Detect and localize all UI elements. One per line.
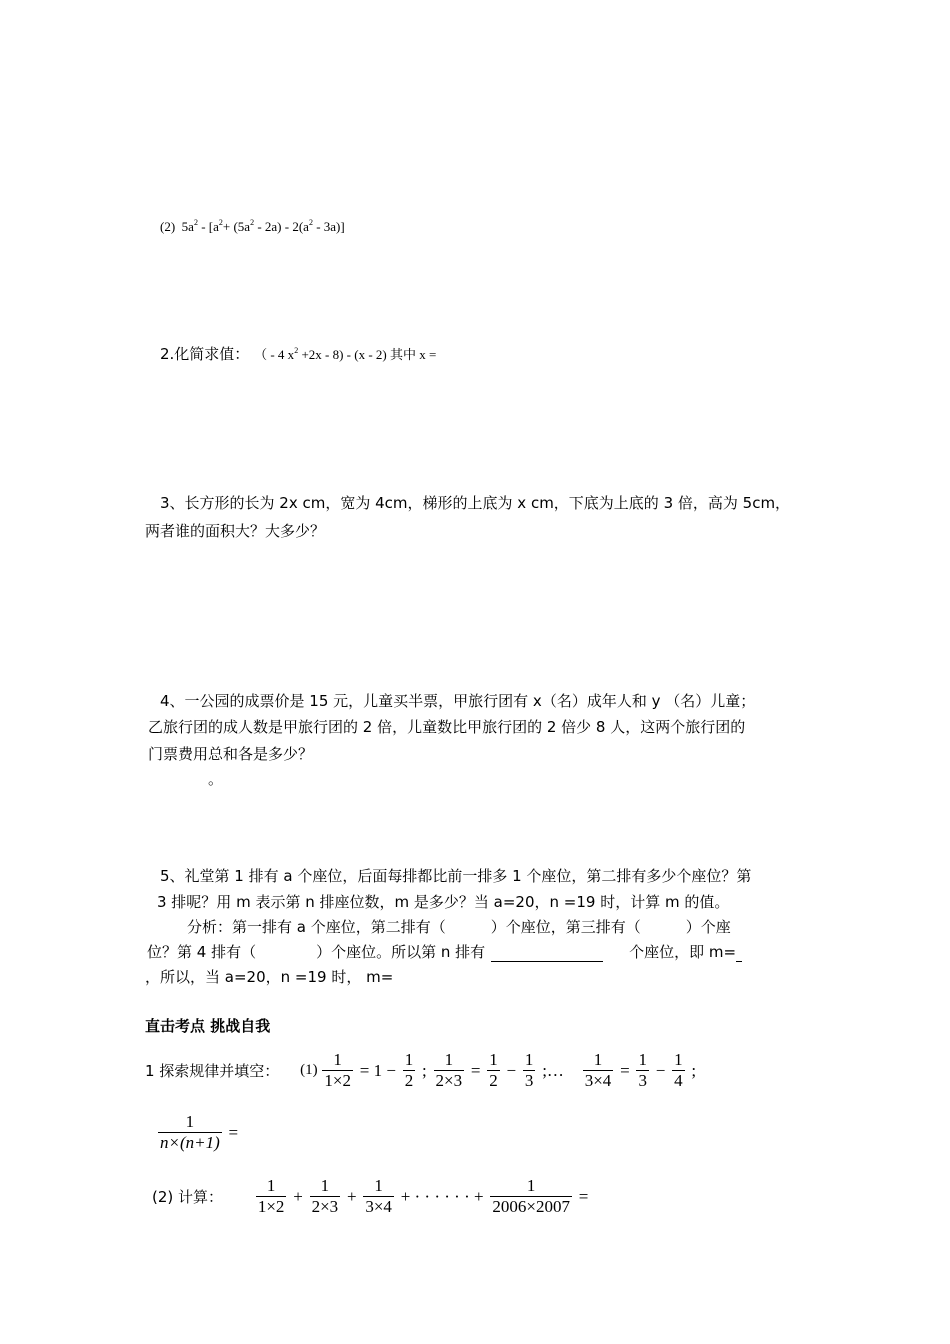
fraction: $\frac{1}{2}$ [404,1050,414,1090]
q3-line-2: 两者谁的面积大？大多少？ [145,522,326,540]
p1-formula-line: 1 探索规律并填空： (1) $\frac{1}{1\times 2}$ = 1 − $\frac{1}{2}$ ; $\frac{1}{2\times 3}$ = $\frac{1}{2}$ − $\frac{1}{3}$ ;… $\frac{1}{3\times 4}$ = $\frac{1}{3}$ − $\frac{1}{4}$ ; [145,1050,697,1090]
q1-part2-expression: (2) $5a^2 - [a^2+ (5a^2 - 2a) - 2(a^2 - 3a)]$ [160,218,345,234]
p2-formula-line: (2) 计算： $\frac{1}{1\times 2}$ + $\frac{1}{2\times 3}$ + $\frac{1}{3\times 4}$ + · · · · · · + $\frac{1}{2006\times 2007}$ = [152,1176,589,1216]
q5-line-1: 5、礼堂第 1 排有 a 个座位，后面每排都比前一排多 1 个座位，第二排有多少个座位？第 [160,867,752,885]
fraction: $\frac{1}{3}$ [524,1050,534,1090]
q5-analysis-line-1: 分析：第一排有 a 个座位，第二排有（ ）个座位，第三排有（ ）个座 [187,918,731,936]
fraction: $\frac{1}{3\times 4}$ [365,1176,392,1216]
p2-label: (2) 计算： [152,1188,224,1206]
fraction: $\frac{1}{n\times(n+1)}$ [160,1112,220,1152]
q4-line-2: 乙旅行团的成人数是甲旅行团的 2 倍，儿童数比甲旅行团的 2 倍少 8 人，这两个旅行团的 [148,718,746,736]
q1-part2-label: (2) [160,219,176,234]
q5-line-2: 3 排呢？用 m 表示第 n 排座位数，m 是多少？当 a=20，n =19 时，计算 m 的值。 [157,893,730,911]
q4-line-4: 。 [208,770,224,788]
q4-line-3: 门票费用总和各是多少？ [148,745,314,763]
fraction: $\frac{1}{2\times 3}$ [435,1050,463,1090]
q4-line-1: 4、一公园的成票价是 15 元，儿童买半票，甲旅行团有 x（名）成年人和 y （名）儿童； [160,692,756,710]
q5-analysis-line-3: ，所以，当 a=20，n =19 时， m= [145,968,394,986]
fraction: $\frac{1}{3}$ [638,1050,647,1090]
fraction: $\frac{1}{4}$ [674,1050,683,1090]
section-title: 直击考点 挑战自我 [145,1017,271,1035]
answer-blank[interactable] [491,943,603,962]
fraction: $\frac{1}{2\times 3}$ [311,1176,339,1216]
fraction: $\frac{1}{1\times 2}$ [324,1050,351,1090]
answer-blank-m[interactable] [736,943,742,962]
p1-label: 1 探索规律并填空： [145,1062,280,1080]
fraction: $\frac{1}{3\times 4}$ [584,1050,612,1090]
q3-line-1: 3、长方形的长为 2x cm，宽为 4cm，梯形的上底为 x cm，下底为上底的 3 倍，高为 5cm， [160,494,791,512]
fraction: $\frac{1}{2006\times 2007}$ [492,1176,570,1216]
q5-analysis-line-2: 位？第 4 排有（ ）个座位。所以第 n 排有 个座位，即 m= [147,941,742,962]
q2-question: 2.化简求值： （ - 4 $x^2 +2x - 8) - (x - 2)$ 其中 x = [160,345,437,363]
fraction: $\frac{1}{2}$ [489,1050,498,1090]
fraction: $\frac{1}{1\times 2}$ [257,1176,285,1216]
p1-general-term: $\frac{1}{n\times(n+1)}$ = [160,1112,239,1152]
